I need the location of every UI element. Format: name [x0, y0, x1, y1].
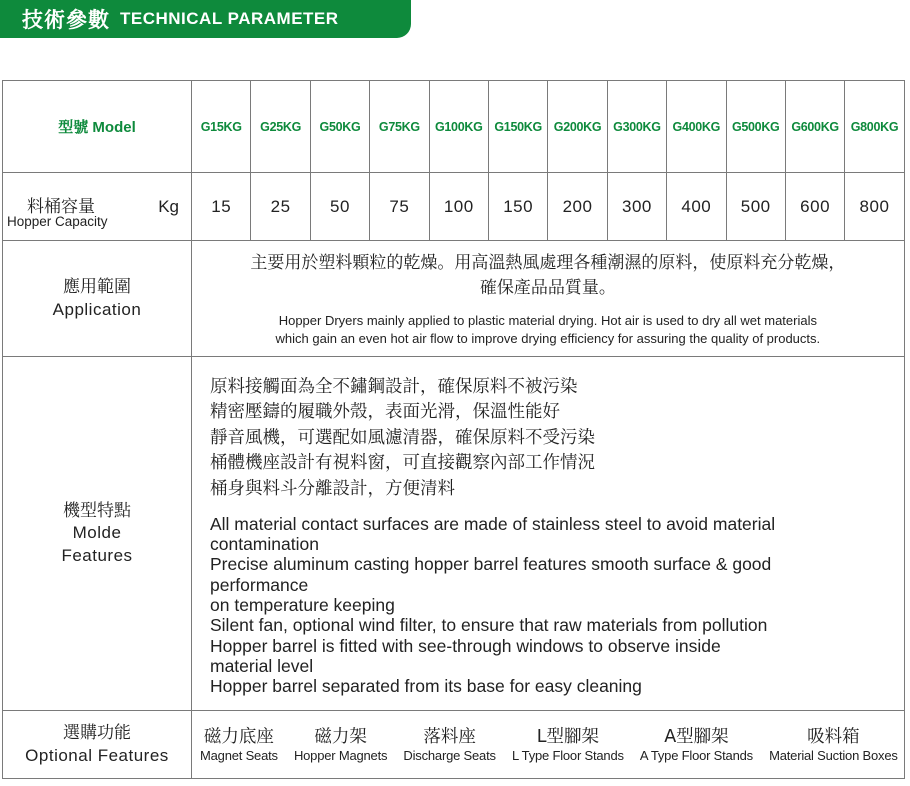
model-cell: G800KG	[845, 81, 904, 173]
capacity-label-en: Hopper Capacity	[7, 213, 108, 229]
optional-item-en: Magnet Seats	[200, 748, 278, 764]
features-label-en: Features	[61, 545, 133, 565]
optional-item-en: A Type Floor Stands	[639, 748, 753, 764]
features-row	[3, 357, 905, 711]
feature-en-line: Precise aluminum casting hopper barrel features smooth surface & good	[210, 554, 772, 575]
application-content	[192, 241, 905, 357]
optional-item-zh: 吸料箱	[807, 726, 860, 747]
feature-en-line: All material contact surfaces are made of stainless steel to avoid material	[210, 513, 776, 534]
capacity-value: 400	[667, 173, 726, 241]
feature-en-line: Hopper barrel separated from its base for easy cleaning	[210, 676, 642, 697]
capacity-value: 50	[310, 173, 369, 241]
feature-en-line: performance	[210, 574, 309, 595]
optional-item	[403, 726, 495, 764]
feature-zh-line: 桶體機座設計有視料窗，可直接觀察內部工作情況	[210, 453, 595, 474]
optional-item-en: Material Suction Boxes	[769, 748, 898, 764]
application-text-en: which gain an even hot air flow to improve drying efficiency for assuring the quality of products.	[275, 331, 821, 347]
capacity-label-zh: 料桶容量	[27, 196, 95, 217]
application-text-zh: 確保產品品質量。	[479, 277, 616, 298]
feature-zh-line: 精密壓鑄的履職外殼，表面光滑，保溫性能好	[210, 402, 560, 423]
application-text-en: Hopper Dryers mainly applied to plastic material drying. Hot air is used to dry all wet materials	[278, 313, 817, 329]
capacity-unit: Kg	[158, 196, 179, 216]
optional-item-zh: A型腳架	[664, 726, 729, 747]
features-content	[192, 357, 905, 711]
capacity-value: 25	[251, 173, 310, 241]
section-title-banner	[0, 0, 411, 38]
optional-item	[200, 726, 278, 764]
capacity-value: 100	[429, 173, 488, 241]
features-label-zh: 機型特點	[63, 501, 131, 522]
optional-item-en: Hopper Magnets	[293, 748, 388, 764]
model-cell: G200KG	[548, 81, 607, 173]
feature-en-line: Silent fan, optional wind filter, to ensure that raw materials from pollution	[210, 615, 768, 636]
model-cell: G75KG	[370, 81, 429, 173]
capacity-row	[3, 173, 905, 241]
model-cell: G100KG	[429, 81, 488, 173]
feature-en-line: on temperature keeping	[210, 595, 395, 616]
feature-en-line: contamination	[210, 534, 319, 555]
application-label-zh: 應用範圍	[63, 277, 131, 298]
title-en: TECHNICAL PARAMETER	[120, 9, 339, 28]
application-label-cell	[3, 241, 192, 357]
capacity-value: 600	[785, 173, 844, 241]
model-cell: G500KG	[726, 81, 785, 173]
application-row	[3, 241, 905, 357]
capacity-value: 500	[726, 173, 785, 241]
model-cell: G15KG	[192, 81, 251, 173]
capacity-value: 150	[488, 173, 547, 241]
optional-item-en: L Type Floor Stands	[511, 748, 624, 764]
model-cell: G150KG	[488, 81, 547, 173]
model-label: 型號 Model	[3, 81, 192, 173]
optional-item	[640, 726, 753, 764]
capacity-value: 800	[845, 173, 904, 241]
optional-label-cell	[3, 711, 192, 779]
spec-table	[2, 80, 905, 779]
capacity-value: 75	[370, 173, 429, 241]
model-cell: G600KG	[785, 81, 844, 173]
title-zh: 技術參數	[22, 8, 110, 32]
feature-zh-line: 原料接觸面為全不鏽鋼設計，確保原料不被污染	[210, 377, 578, 397]
optional-item	[512, 726, 624, 764]
optional-label-en: Optional Features	[25, 745, 169, 765]
capacity-label-cell	[3, 173, 192, 241]
optional-item-zh: 磁力架	[314, 726, 367, 747]
model-cell: G25KG	[251, 81, 310, 173]
optional-item-en: Discharge Seats	[403, 748, 496, 764]
capacity-value: 200	[548, 173, 607, 241]
optional-item-zh: L型腳架	[536, 726, 599, 747]
model-cell: G300KG	[607, 81, 666, 173]
features-label-en: Molde	[72, 523, 122, 543]
optional-label-zh: 選購功能	[63, 723, 131, 744]
feature-en-line: material level	[210, 655, 314, 676]
feature-zh-line: 靜音風機，可選配如風濾清器，確保原料不受污染	[210, 427, 595, 448]
model-cell: G50KG	[310, 81, 369, 173]
features-label-cell	[3, 357, 192, 711]
application-text-zh: 主要用於塑料顆粒的乾燥。用高溫熱風處理各種潮濕的原料，使原料充分乾燥，	[250, 253, 846, 273]
capacity-value: 15	[192, 173, 251, 241]
optional-content	[192, 711, 905, 779]
model-row	[3, 81, 905, 173]
optional-item-zh: 落料座	[423, 726, 476, 747]
application-label-en: Application	[52, 299, 142, 319]
capacity-value: 300	[607, 173, 666, 241]
optional-row	[3, 711, 905, 779]
optional-item	[769, 726, 898, 764]
feature-zh-line: 桶身與料斗分離設計，方便清料	[210, 478, 455, 499]
feature-en-line: Hopper barrel is fitted with see-through windows to observe inside	[210, 635, 721, 656]
model-cell: G400KG	[667, 81, 726, 173]
optional-item	[294, 726, 387, 764]
optional-item-zh: 磁力底座	[203, 726, 274, 747]
